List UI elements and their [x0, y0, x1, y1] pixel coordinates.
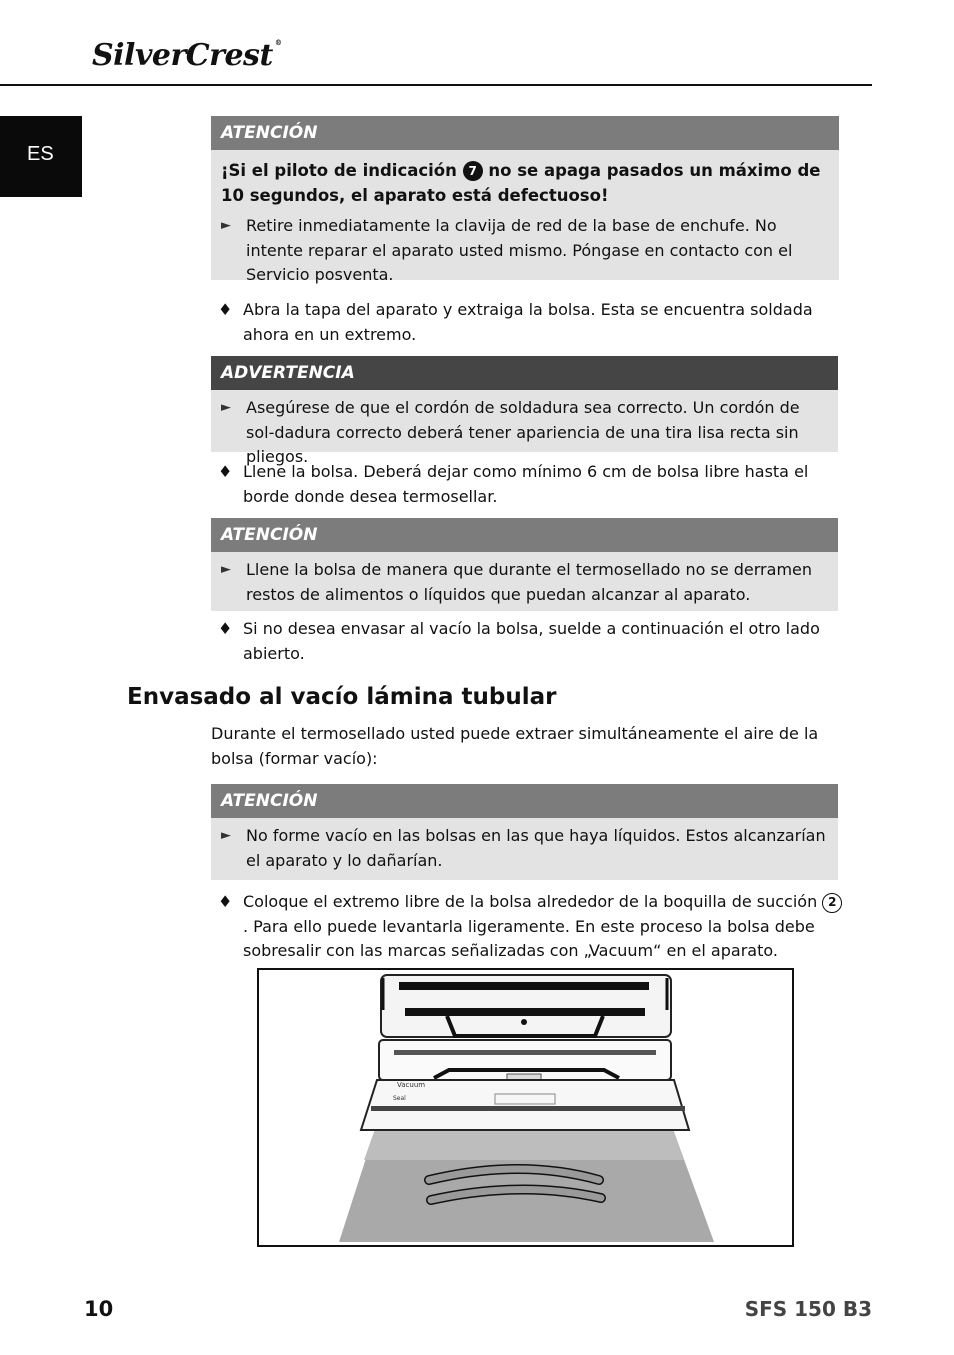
- warning-box-title: ADVERTENCIA: [211, 356, 838, 390]
- diamond-bullet-icon: ♦: [218, 300, 233, 319]
- vacuum-label: Vacuum: [397, 1081, 426, 1089]
- page-number: 10: [84, 1297, 114, 1321]
- section-heading: Envasado al vacío lámina tubular: [127, 684, 557, 710]
- registered-mark: ®: [274, 38, 282, 47]
- instruction-text: Retire inmediatamente la clavija de red de la base de enchufe. No intente reparar el aparato usted mismo. Póngase en contacto con el Servicio posventa.: [246, 216, 793, 284]
- step-text: Llene la bolsa. Deberá dejar como mínimo 6 cm de bolsa libre hasta el borde donde desea termosellar.: [243, 462, 809, 506]
- instruction-item: [221, 824, 826, 873]
- step-4: [218, 890, 843, 964]
- attention-box-1: [211, 116, 839, 284]
- attention-box-title: ATENCIÓN: [211, 784, 838, 818]
- lid-top-strip: [399, 982, 649, 990]
- attention-box-3: [211, 784, 838, 880]
- logo-text: SilverCrest: [92, 38, 273, 73]
- warning-text-part1: ¡Si el piloto de indicación: [221, 161, 457, 180]
- header-rule: [0, 84, 872, 86]
- lid-latch-icon: [521, 1019, 527, 1025]
- warning-statement: [221, 158, 827, 208]
- instruction-text: Llene la bolsa de manera que durante el termosellado no se derramen restos de alimentos o líquidos que puedan alcanzar al aparato.: [246, 560, 813, 604]
- seal-label: Seal: [393, 1095, 406, 1102]
- brand-logo: [92, 38, 281, 73]
- seal-strip: [371, 1106, 685, 1111]
- model-number: SFS 150 B3: [744, 1297, 872, 1321]
- diamond-bullet-icon: ♦: [218, 462, 233, 481]
- diamond-bullet-icon: ♦: [218, 892, 233, 911]
- attention-box-title: ATENCIÓN: [211, 116, 839, 150]
- instruction-item: [221, 214, 827, 288]
- step-text: Si no desea envasar al vacío la bolsa, suelde a continuación el otro lado abierto.: [243, 619, 820, 663]
- attention-box-body: [211, 552, 838, 611]
- triangle-bullet-icon: ►: [221, 828, 231, 843]
- chamber-gasket: [394, 1050, 656, 1055]
- warning-text-part2: no se apaga pasados un máximo de 10 segundos, el aparato está defectuoso!: [221, 161, 821, 205]
- reference-number-7: 7: [463, 161, 483, 181]
- step-text-part1: Coloque el extremo libre de la bolsa alrededor de la boquilla de succión: [243, 892, 818, 911]
- triangle-bullet-icon: ►: [221, 218, 231, 233]
- triangle-bullet-icon: ►: [221, 400, 231, 415]
- attention-box-body: [211, 818, 838, 880]
- diamond-bullet-icon: ♦: [218, 619, 233, 638]
- triangle-bullet-icon: ►: [221, 562, 231, 577]
- instruction-text: No forme vacío en las bolsas en las que haya líquidos. Estos alcanzarían el aparato y lo dañarían.: [246, 826, 826, 870]
- sealer-drawing: [259, 970, 792, 1245]
- attention-box-body: [211, 150, 839, 284]
- step-text: Abra la tapa del aparato y extraiga la bolsa. Esta se encuentra soldada ahora en un extremo.: [243, 300, 813, 344]
- warning-box: [211, 356, 838, 466]
- attention-box-title: ATENCIÓN: [211, 518, 838, 552]
- lid-seal-bar: [405, 1008, 645, 1016]
- step-2: [218, 460, 843, 509]
- reference-number-2: 2: [822, 893, 842, 913]
- language-tab: ES: [0, 116, 82, 197]
- step-1: [218, 298, 843, 347]
- attention-box-2: [211, 518, 838, 611]
- instruction-item: [221, 396, 826, 470]
- warning-box-body: [211, 390, 838, 466]
- step-3: [218, 617, 843, 666]
- step-text-part2: . Para ello puede levantarla ligeramente. En este proceso la bolsa debe sobresalir con las marcas señalizadas con „Vacuum“ en el aparato.: [243, 916, 815, 960]
- instruction-text: Asegúrese de que el cordón de soldadura sea correcto. Un cordón de sol-dadura correcto deberá tener apariencia de una tira lisa recta sin pliegos.: [246, 398, 800, 466]
- section-intro: Durante el termosellado usted puede extraer simultáneamente el aire de la bolsa (formar vacío):: [211, 724, 819, 768]
- instruction-item: [221, 558, 826, 607]
- vacuum-sealer-illustration: [257, 968, 794, 1247]
